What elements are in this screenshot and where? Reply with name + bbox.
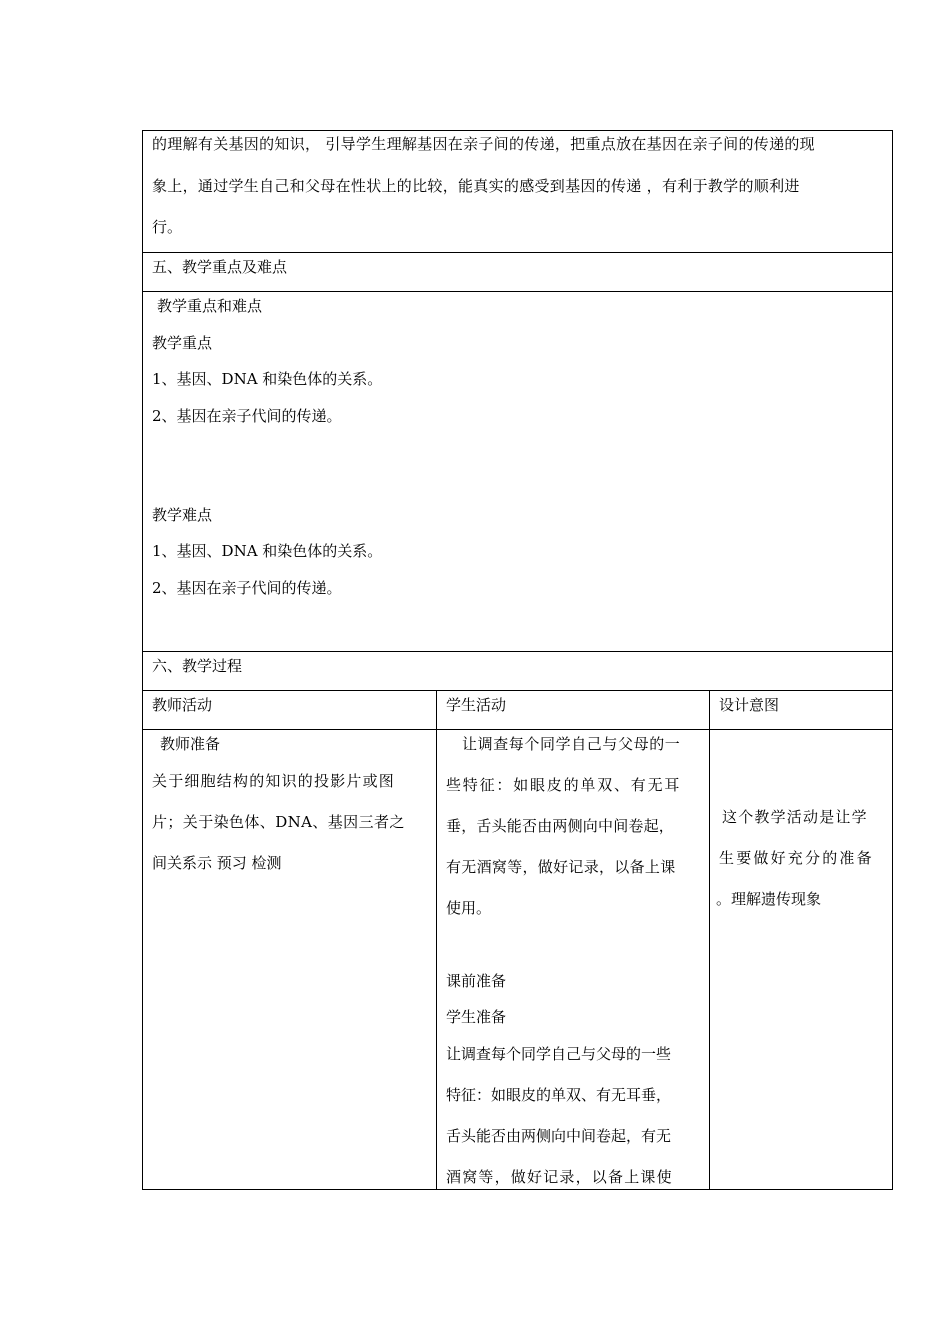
- student-line: 使用。: [446, 899, 492, 917]
- teacher-title: 教师准备: [160, 735, 221, 753]
- student-line: 让调查每个同学自己与父母的一: [462, 735, 681, 753]
- design-line: 这个教学活动是让学: [722, 808, 868, 826]
- column-divider: [709, 690, 710, 1190]
- key-point-item: 2、基因在亲子代间的传递。: [152, 407, 342, 425]
- table-border-left: [142, 130, 143, 1190]
- student-line: 舌头能否由两侧向中间卷起，有无: [446, 1127, 672, 1145]
- row-divider: [142, 291, 893, 292]
- subheading: 教学重点和难点: [157, 297, 263, 315]
- column-header-student: 学生活动: [446, 696, 507, 714]
- column-divider: [436, 690, 437, 1190]
- row-divider: [142, 252, 893, 253]
- table-border-bottom: [142, 1189, 893, 1190]
- row-divider: [142, 729, 893, 730]
- design-line: 生要做好充分的准备: [719, 849, 874, 867]
- student-title: 学生准备: [446, 1008, 507, 1026]
- student-line: 些特征：如眼皮的单双、有无耳: [446, 776, 682, 794]
- intro-line: 象上，通过学生自己和父母在性状上的比较，能真实的感受到基因的传递 ，有利于教学的顺利进: [152, 177, 800, 195]
- student-line: 让调查每个同学自己与父母的一些: [446, 1045, 672, 1063]
- column-header-design: 设计意图: [719, 696, 780, 714]
- student-line: 垂，舌头能否由两侧向中间卷起，: [446, 817, 675, 835]
- student-line: 酒窝等，做好记录，以备上课使: [446, 1168, 673, 1186]
- student-line: 特征：如眼皮的单双、有无耳垂，: [446, 1086, 672, 1104]
- row-divider: [142, 651, 893, 652]
- intro-line: 行。: [152, 218, 183, 236]
- row-divider: [142, 690, 893, 691]
- key-points-title: 教学重点: [152, 334, 213, 352]
- difficult-point-item: 1、基因、DNA 和染色体的关系。: [152, 542, 383, 560]
- table-border-top: [142, 130, 893, 131]
- prep-title: 课前准备: [446, 972, 507, 990]
- difficult-point-item: 2、基因在亲子代间的传递。: [152, 579, 342, 597]
- key-point-item: 1、基因、DNA 和染色体的关系。: [152, 370, 383, 388]
- teacher-line: 间关系示 预习 检测: [152, 854, 282, 872]
- section-heading: 五、教学重点及难点: [152, 258, 288, 276]
- teacher-line: 片；关于染色体、DNA、基因三者之: [152, 813, 405, 831]
- design-line: 。理解遗传现象: [716, 890, 822, 908]
- intro-line: 的理解有关基因的知识， 引导学生理解基因在亲子间的传递，把重点放在基因在亲子间的传递的现: [152, 135, 815, 153]
- difficult-points-title: 教学难点: [152, 506, 213, 524]
- column-header-teacher: 教师活动: [152, 696, 213, 714]
- section-heading: 六、教学过程: [152, 657, 243, 675]
- student-line: 有无酒窝等，做好记录，以备上课: [446, 858, 676, 876]
- table-border-right: [892, 130, 893, 1190]
- teacher-line: 关于细胞结构的知识的投影片或图: [152, 772, 396, 790]
